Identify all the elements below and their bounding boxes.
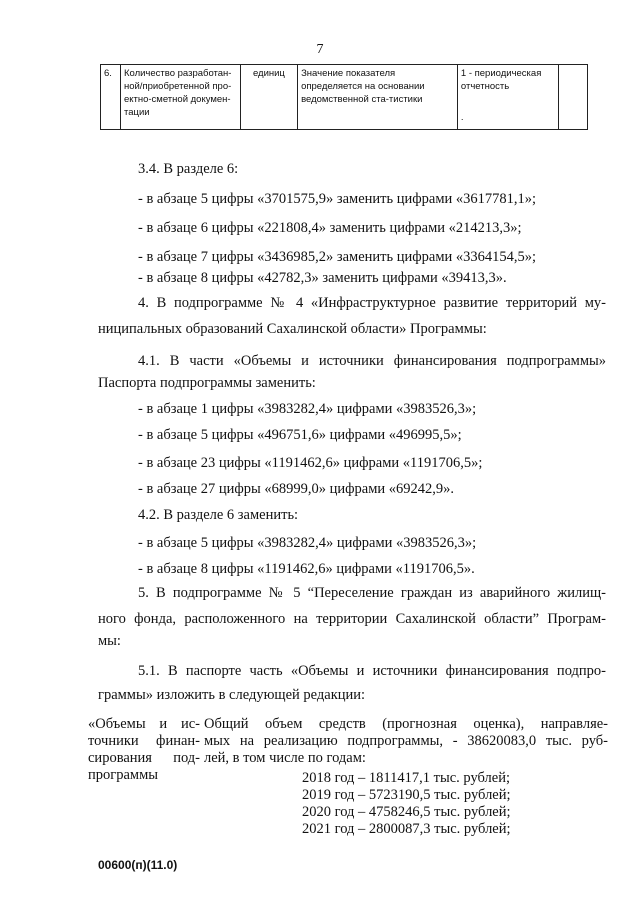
unit-cell: единиц [240, 65, 297, 130]
paragraph-5-line3: мы: [98, 633, 121, 649]
passport-label-line: точники финан- [88, 733, 200, 749]
description-cell: Значение показателя определяется на основании ведомственной ста-тистики [298, 65, 458, 130]
frequency-extra: . [460, 112, 464, 123]
empty-cell [559, 65, 588, 130]
passport-text-line: Общий объем средств (прогнозная оценка), направляе- [204, 716, 608, 732]
paragraph-5-line2: ного фонда, расположенного на территории Сахалинской области” Програм- [98, 611, 606, 627]
frequency-text: 1 - периодическая отчетность [460, 68, 542, 92]
paragraph-4-1-line1: 4.1. В части «Объемы и источники финансирования подпрограммы» [138, 353, 606, 369]
passport-text-line: мых на реализацию подпрограммы, - 38620083,0 тыс. руб- [204, 733, 608, 749]
table-row [101, 65, 588, 130]
paragraph-item: - в абзаце 8 цифры «42782,3» заменить цифрами «39413,3». [138, 270, 507, 286]
paragraph-item: - в абзаце 6 цифры «221808,4» заменить цифрами «214213,3»; [138, 220, 522, 236]
paragraph-4-line2: ниципальных образований Сахалинской области» Программы: [98, 321, 487, 337]
passport-label [88, 716, 200, 784]
row-number-cell: 6. [101, 65, 121, 130]
year-line: 2019 год – 5723190,5 тыс. рублей; [302, 787, 511, 803]
year-line: 2020 год – 4758246,5 тыс. рублей; [302, 804, 511, 820]
paragraph-item: - в абзаце 5 цифры «3701575,9» заменить цифрами «3617781,1»; [138, 191, 537, 207]
paragraph-4-line1: 4. В подпрограмме № 4 «Инфраструктурное развитие территорий му- [138, 295, 606, 311]
page-number: 7 [316, 42, 324, 57]
paragraph-3-4: 3.4. В разделе 6: [138, 161, 239, 177]
paragraph-4-1-line2: Паспорта подпрограммы заменить: [98, 375, 316, 391]
paragraph-item: - в абзаце 5 цифры «496751,6» цифрами «496995,5»; [138, 427, 462, 443]
passport-years [302, 770, 511, 838]
paragraph-4-2: 4.2. В разделе 6 заменить: [138, 507, 299, 523]
paragraph-item: - в абзаце 8 цифры «1191462,6» цифрами «1191706,5». [138, 561, 475, 577]
passport-label-line: сирования под- [88, 750, 200, 766]
frequency-cell [457, 65, 558, 130]
passport-label-line: «Объемы и ис- [88, 716, 200, 732]
paragraph-item: - в абзаце 23 цифры «1191462,6» цифрами «1191706,5»; [138, 455, 483, 471]
paragraph-item: - в абзаце 5 цифры «3983282,4» цифрами «3983526,3»; [138, 535, 477, 551]
document-code: 00600(п)(11.0) [98, 858, 178, 872]
year-line: 2018 год – 1811417,1 тыс. рублей; [302, 770, 510, 786]
passport-text [204, 716, 608, 767]
paragraph-5-1-line1: 5.1. В паспорте часть «Объемы и источники финансирования подпро- [138, 663, 606, 679]
indicator-name-cell: Количество разработан-ной/приобретенной про-ектно-сметной докумен-тации [120, 65, 240, 130]
paragraph-item: - в абзаце 7 цифры «3436985,2» заменить цифрами «3364154,5»; [138, 249, 537, 265]
indicator-table [100, 64, 588, 130]
paragraph-5-1-line2: граммы» изложить в следующей редакции: [98, 687, 366, 703]
paragraph-item: - в абзаце 1 цифры «3983282,4» цифрами «3983526,3»; [138, 401, 477, 417]
year-line: 2021 год – 2800087,3 тыс. рублей; [302, 821, 511, 837]
paragraph-5-line1: 5. В подпрограмме № 5 “Переселение граждан из аварийного жилищ- [138, 585, 606, 601]
passport-text-line: лей, в том числе по годам: [204, 750, 366, 766]
paragraph-item: - в абзаце 27 цифры «68999,0» цифрами «69242,9». [138, 481, 455, 497]
passport-label-line: программы [88, 767, 158, 783]
